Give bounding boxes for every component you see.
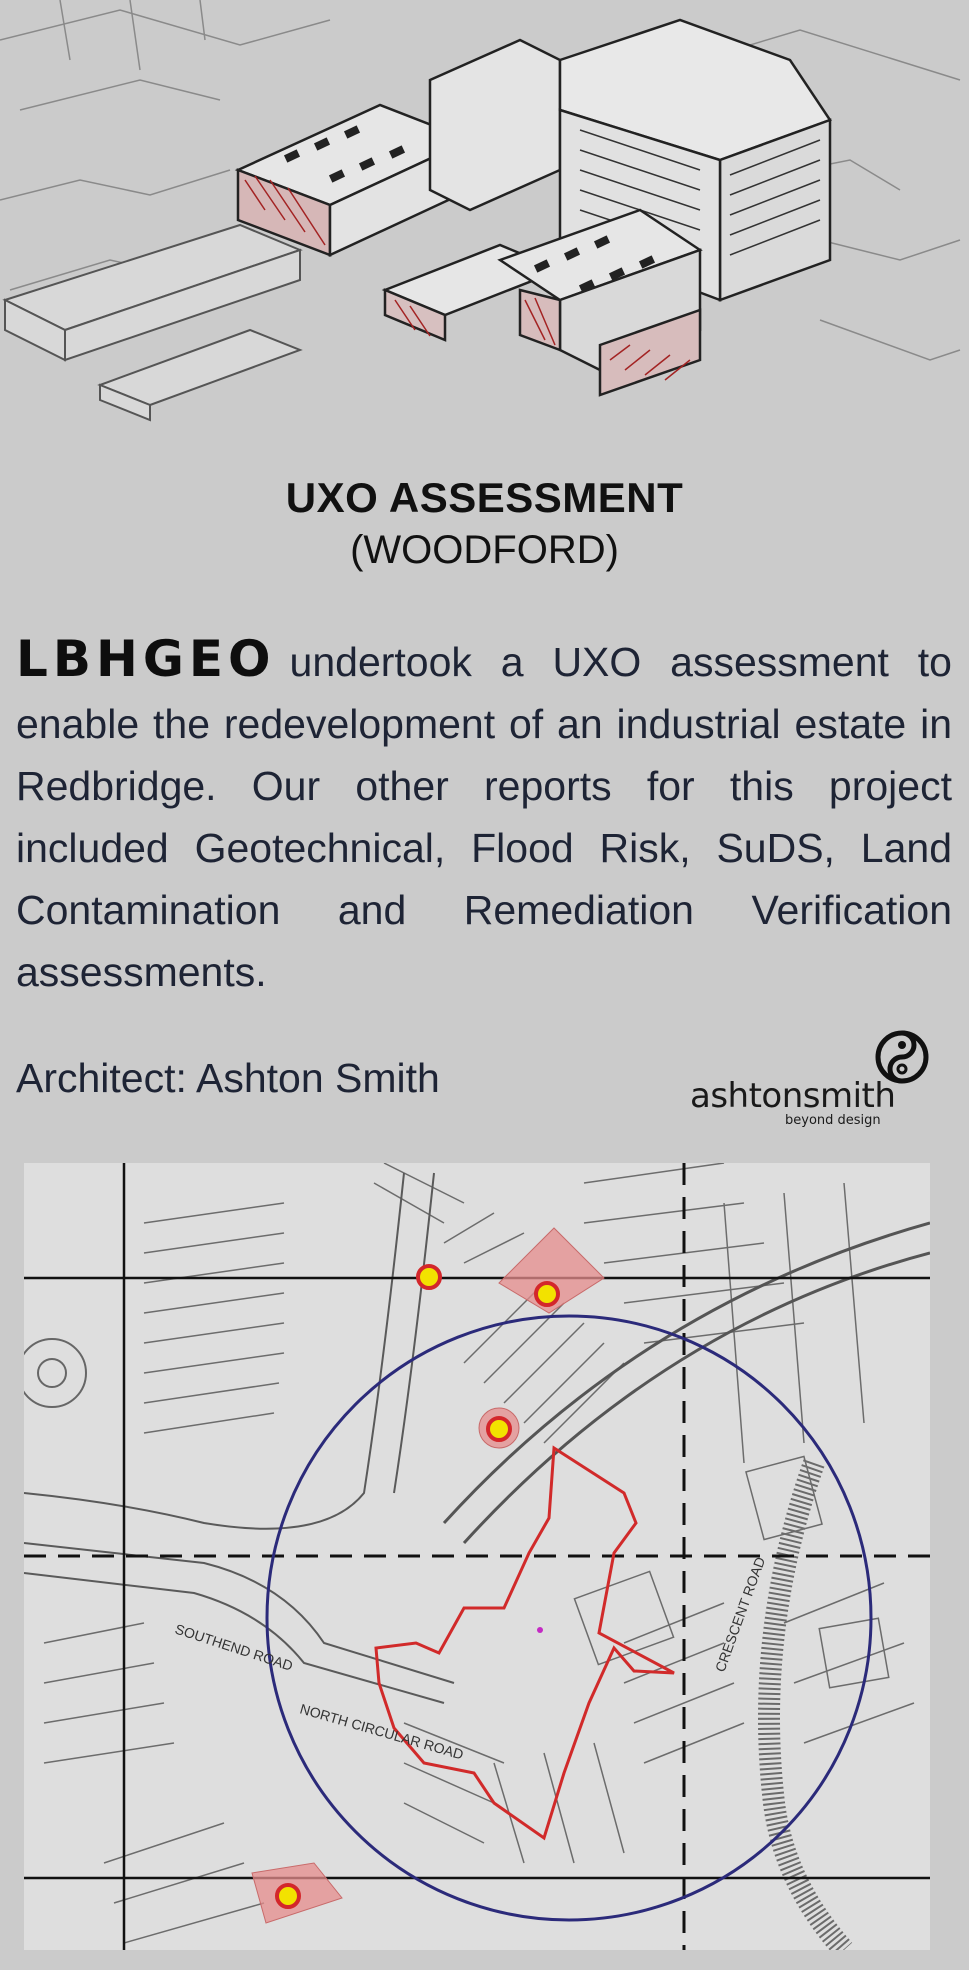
map-road-label: SOUTHEND ROAD [173,1620,295,1674]
map-road-label: CRESCENT ROAD [711,1554,769,1675]
page-title: UXO ASSESSMENT [285,474,684,521]
brand-name: LBHGEO [16,630,276,688]
uxo-site-map [24,1163,930,1950]
logo-wordmark: ashtonsmith [690,1076,896,1116]
description-text: undertook a UXO assessment to enable the redevelopment of an industrial estate in Redbridge. Our other reports for this project included Geotechnical, Flood Risk, SuDS, Land Contamination and Remediation Verification assessments. [16,639,952,995]
map-road-label: NORTH CIRCULAR ROAD [298,1700,466,1763]
uxo-strike-marker [418,1266,440,1288]
ashtonsmith-logo [690,1030,950,1128]
logo-tagline: beyond design [785,1113,881,1128]
building-isometric-illustration [0,0,969,470]
uxo-strike-marker [277,1885,299,1907]
uxo-strike-marker [536,1283,558,1305]
uxo-strike-marker [488,1418,510,1440]
page-subtitle-location: (WOODFORD) [350,528,619,572]
project-description [16,628,952,1003]
architect-credit: Architect: Ashton Smith [16,1055,440,1101]
